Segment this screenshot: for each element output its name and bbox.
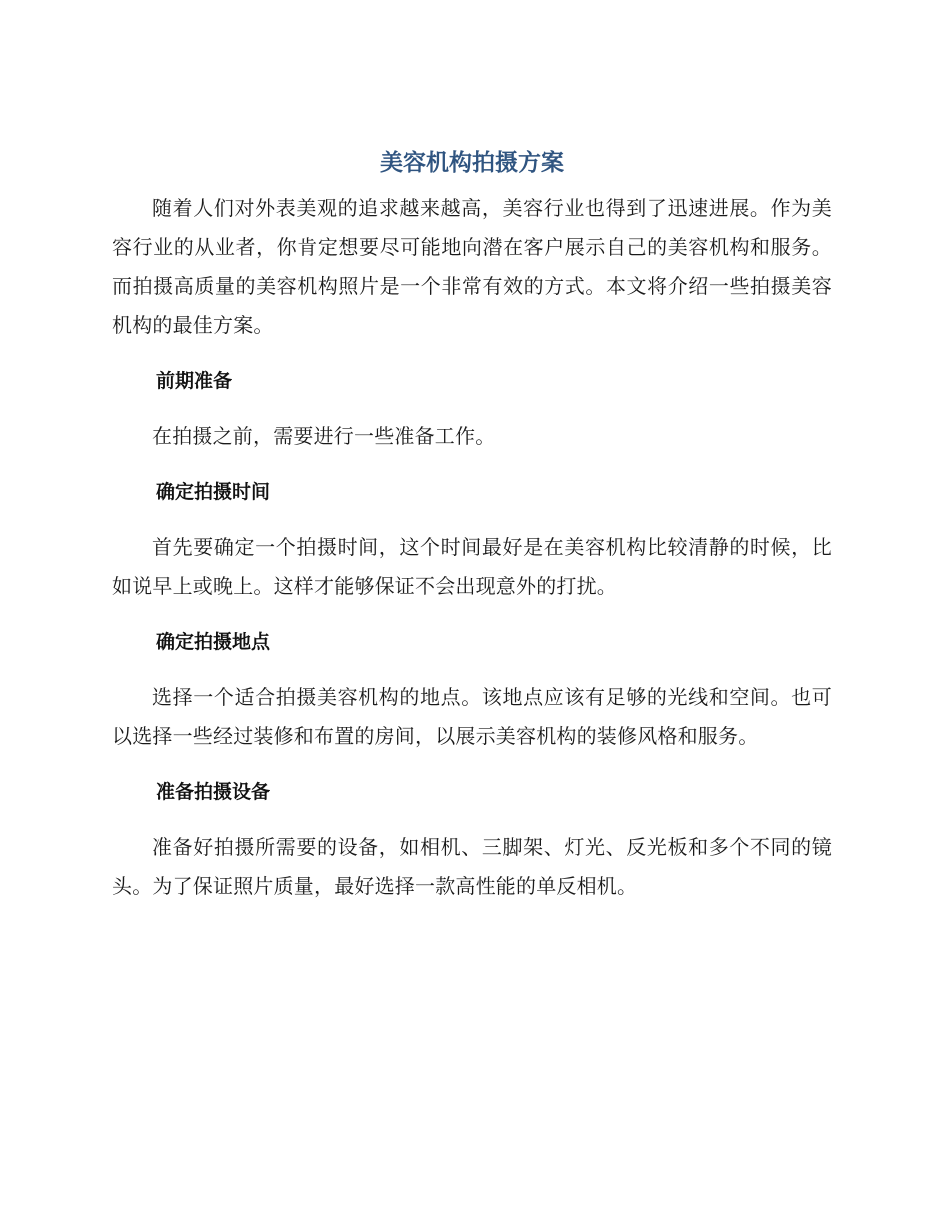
spacer bbox=[112, 345, 832, 362]
section-body-shoot-location: 选择一个适合拍摄美容机构的地点。该地点应该有足够的光线和空间。也可以选择一些经过装修和布置的房间，以展示美容机构的装修风格和服务。 bbox=[112, 685, 832, 748]
spacer bbox=[112, 401, 832, 417]
section-body-equipment: 准备好拍摄所需要的设备，如相机、三脚架、灯光、反光板和多个不同的镜头。为了保证照片质量，最好选择一款高性能的单反相机。 bbox=[112, 835, 832, 898]
spacer bbox=[112, 456, 832, 473]
spacer bbox=[112, 812, 832, 828]
section-heading-equipment: 准备拍摄设备 bbox=[156, 781, 271, 803]
document-title: 美容机构拍摄方案 bbox=[380, 150, 564, 176]
spacer bbox=[112, 756, 832, 773]
section-body-preparation: 在拍摄之前，需要进行一些准备工作。 bbox=[152, 424, 496, 448]
section-body-shoot-time: 首先要确定一个拍摄时间，这个时间最好是在美容机构比较清静的时候，比如说早上或晚上。这样才能够保证不会出现意外的打扰。 bbox=[112, 535, 832, 598]
document-content bbox=[112, 143, 832, 906]
section-heading-shoot-time: 确定拍摄时间 bbox=[156, 481, 271, 503]
spacer bbox=[112, 606, 832, 623]
section-heading-shoot-location: 确定拍摄地点 bbox=[156, 631, 271, 653]
spacer bbox=[112, 662, 832, 678]
intro-paragraph: 随着人们对外表美观的追求越来越高，美容行业也得到了迅速进展。作为美容行业的从业者，你肯定想要尽可能地向潜在客户展示自己的美容机构和服务。而拍摄高质量的美容机构照片是一个非常有效的方式。本文将介绍一些拍摄美容机构的最佳方案。 bbox=[112, 196, 832, 337]
spacer bbox=[112, 512, 832, 528]
section-heading-preparation: 前期准备 bbox=[156, 370, 233, 392]
